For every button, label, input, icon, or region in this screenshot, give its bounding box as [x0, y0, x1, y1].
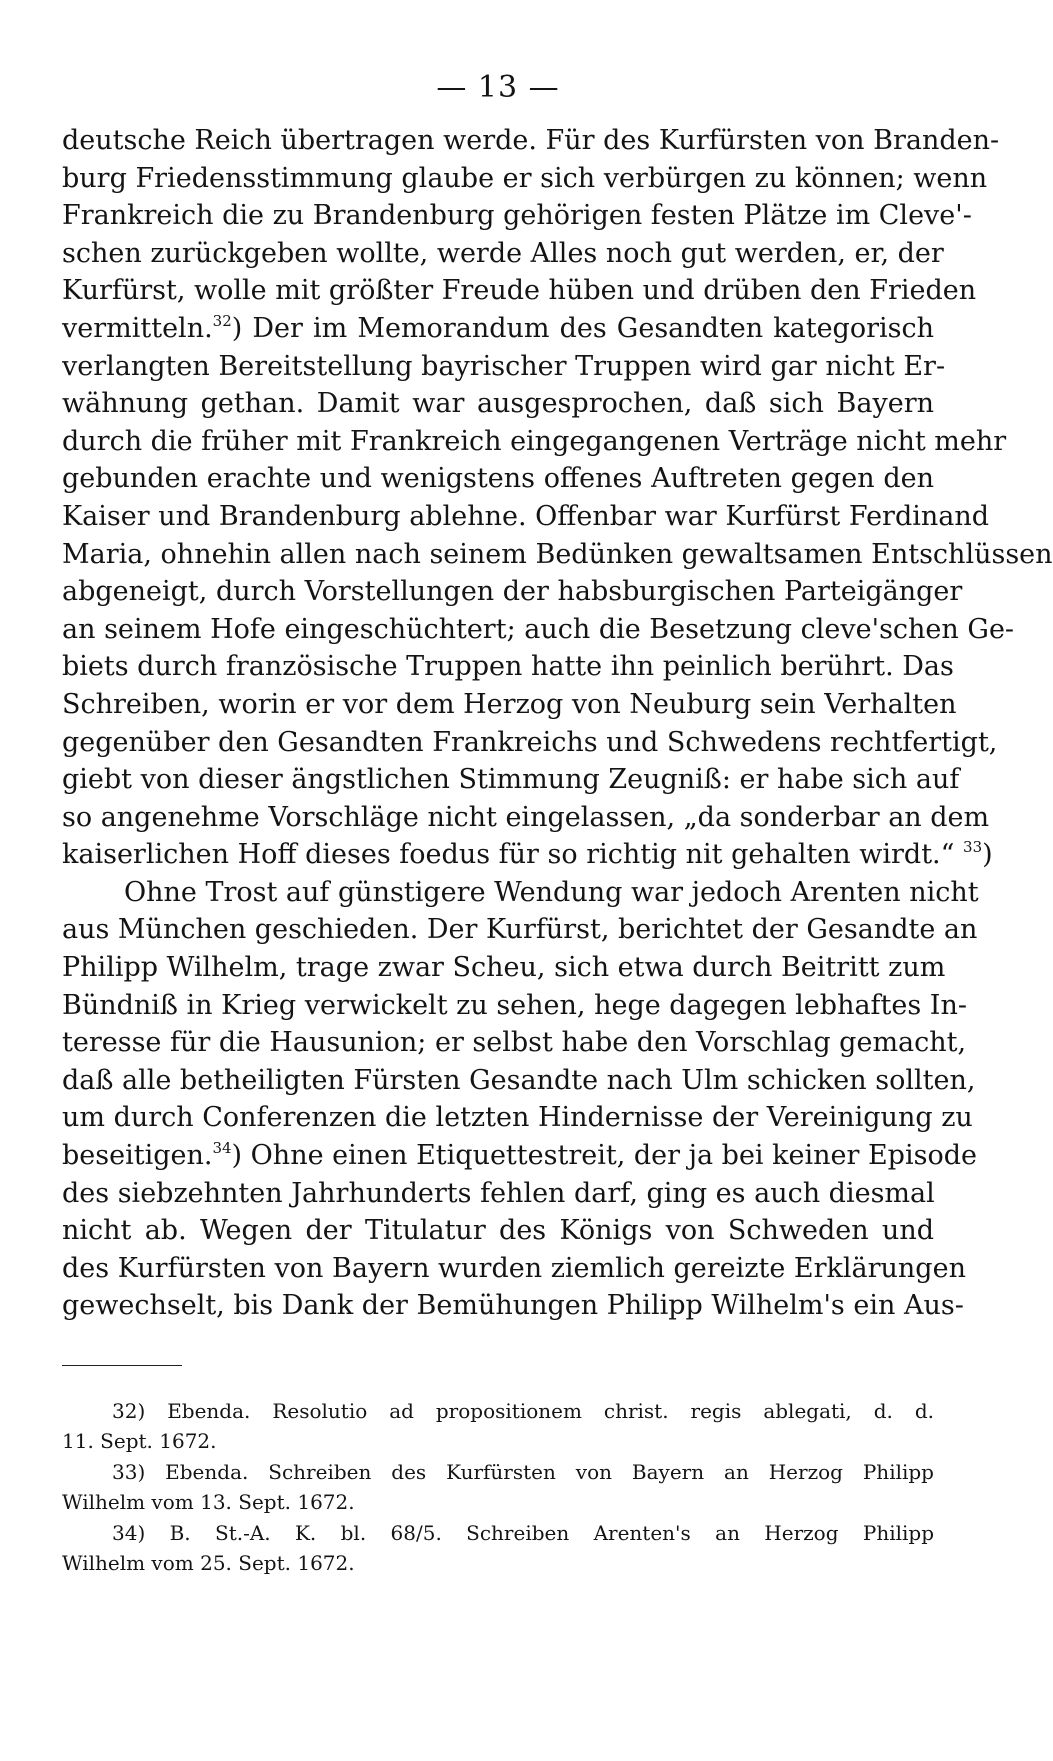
main-text: [62, 122, 1053, 1325]
text-line: gebunden erachte und wenigstens offenes Auftreten gegen den: [62, 463, 934, 495]
text-line-rest: ) Ohne einen Etiquettestreit, der ja bei keiner Episode: [231, 1140, 977, 1172]
text-line: des siebzehnten Jahrhunderts fehlen darf, ging es auch diesmal: [62, 1177, 935, 1209]
text-line: Maria, ohnehin allen nach seinem Bedünken gewaltsamen Entschlüssen: [62, 538, 1053, 570]
text-line: wähnung gethan. Damit war ausgesprochen, daß sich Bayern: [62, 388, 934, 420]
text-line: [62, 310, 934, 348]
text-line: deutsche Reich übertragen werde. Für des Kurfürsten von Branden-: [62, 125, 1000, 156]
text-line-rest: ): [982, 839, 993, 871]
footnote-line: 34) B. St.-A. K. bl. 68/5. Schreiben Arenten's an Herzog Philipp: [112, 1521, 934, 1545]
text-line: um durch Conferenzen die letzten Hindernisse der Vereinigung zu: [62, 1102, 973, 1134]
text-line: Schreiben, worin er vor dem Herzog von Neuburg sein Verhalten: [62, 688, 957, 720]
text-line: [62, 1137, 977, 1175]
text-line: Philipp Wilhelm, trage zwar Scheu, sich etwa durch Beitritt zum: [62, 952, 946, 984]
footnote-reference-33: 33: [963, 838, 983, 857]
text-line: aus München geschieden. Der Kurfürst, berichtet der Gesandte an: [62, 914, 978, 946]
footnote-line: 32) Ebenda. Resolutio ad propositionem christ. regis ablegati, d. d.: [112, 1399, 934, 1423]
text-line: Bündniß in Krieg verwickelt zu sehen, hege dagegen lebhaftes In-: [62, 989, 967, 1021]
text-line-start: beseitigen.: [62, 1140, 213, 1172]
footnote-33: [62, 1457, 934, 1517]
text-line: gewechselt, bis Dank der Bemühungen Philipp Wilhelm's ein Aus-: [62, 1290, 964, 1322]
text-line-start: vermitteln.: [62, 312, 213, 344]
footnote-line: 33) Ebenda. Schreiben des Kurfürsten von Bayern an Herzog Philipp: [112, 1460, 934, 1484]
text-line: durch die früher mit Frankreich eingegangenen Verträge nicht mehr: [62, 425, 1007, 457]
text-line: verlangten Bereitstellung bayrischer Truppen wird gar nicht Er-: [62, 350, 946, 382]
page-number: — 13 —: [436, 70, 560, 105]
text-line-rest: ) Der im Memorandum des Gesandten kategorisch: [231, 312, 934, 344]
text-line: Frankreich die zu Brandenburg gehörigen festen Plätze im Cleve'-: [62, 200, 972, 232]
text-line: teresse für die Hausunion; er selbst habe den Vorschlag gemacht,: [62, 1027, 967, 1059]
footnotes: [62, 1396, 934, 1578]
text-line: des Kurfürsten von Bayern wurden ziemlich gereizte Erklärungen: [62, 1252, 966, 1284]
footnote-32: [62, 1396, 934, 1456]
text-line: an seinem Hofe eingeschüchtert; auch die Besetzung cleve'schen Ge-: [62, 613, 1015, 645]
text-line: abgeneigt, durch Vorstellungen der habsburgischen Parteigänger: [62, 576, 963, 608]
text-line: Kaiser und Brandenburg ablehne. Offenbar war Kurfürst Ferdinand: [62, 500, 990, 532]
text-line: gegenüber den Gesandten Frankreichs und Schwedens rechtfertigt,: [62, 726, 998, 758]
book-page: [62, 68, 1053, 1579]
footnote-reference-34: 34: [212, 1139, 232, 1158]
text-line: nicht ab. Wegen der Titulatur des Königs von Schweden und: [62, 1215, 934, 1247]
footnote-line: 11. Sept. 1672.: [62, 1429, 217, 1453]
text-line: burg Friedensstimmung glaube er sich verbürgen zu können; wenn: [62, 162, 988, 194]
text-line: biets durch französische Truppen hatte ihn peinlich berührt. Das: [62, 651, 954, 683]
footnote-line: Wilhelm vom 13. Sept. 1672.: [62, 1490, 355, 1514]
text-line: daß alle betheiligten Fürsten Gesandte nach Ulm schicken sollten,: [62, 1064, 976, 1096]
text-line: schen zurückgeben wollte, werde Alles noch gut werden, er, der: [62, 237, 944, 269]
footnote-reference-32: 32: [212, 311, 232, 330]
text-line: giebt von dieser ängstlichen Stimmung Zeugniß: er habe sich auf: [62, 764, 960, 796]
footnote-separator: [62, 1365, 182, 1366]
text-line: so angenehme Vorschläge nicht eingelassen, „da sonderbar an dem: [62, 801, 990, 833]
text-line-start: kaiserlichen Hoff dieses foedus für so richtig nit gehalten wirdt.“: [62, 839, 955, 871]
text-line: Kurfürst, wolle mit größter Freude hüben und drüben den Frieden: [62, 275, 977, 307]
paragraph-start-line: Ohne Trost auf günstigere Wendung war jedoch Arenten nicht: [124, 876, 979, 908]
text-line: [62, 836, 993, 874]
footnote-34: [62, 1518, 934, 1578]
footnote-line: Wilhelm vom 25. Sept. 1672.: [62, 1551, 355, 1575]
